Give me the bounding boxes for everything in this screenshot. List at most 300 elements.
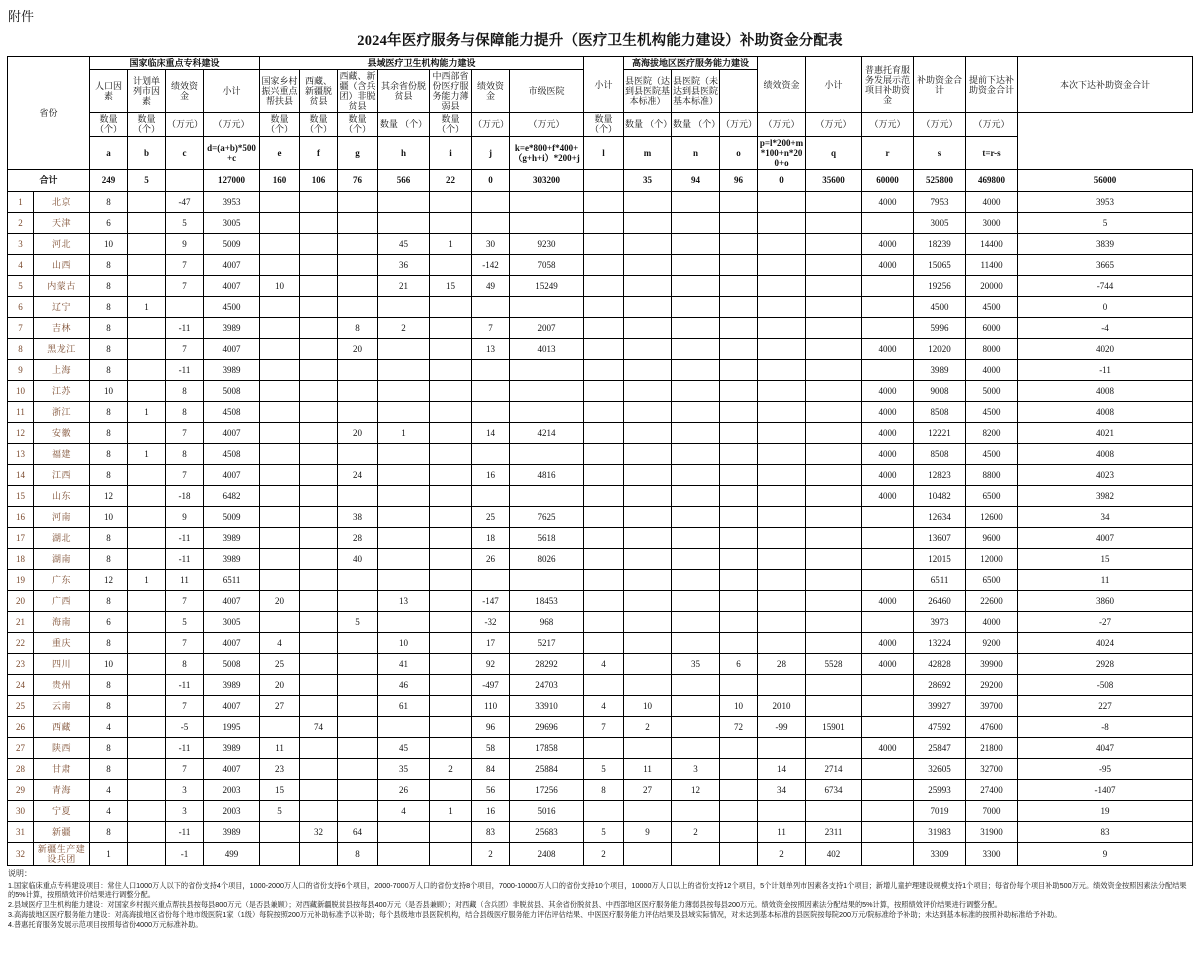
cell-r5-c2 — [166, 296, 204, 317]
cell-r18-c13 — [672, 569, 720, 590]
cell-r20-c11 — [584, 611, 624, 632]
cell-r25-c3: 1995 — [204, 716, 260, 737]
cell-r29-c12 — [624, 800, 672, 821]
cell-r24-c20: 227 — [1018, 695, 1193, 716]
cell-r8-c20: -11 — [1018, 359, 1193, 380]
cell-r15-c2: 9 — [166, 506, 204, 527]
group-national-clinical: 国家临床重点专科建设 — [90, 57, 260, 70]
cell-r20-c0: 6 — [90, 611, 128, 632]
cell-r13-c19: 8800 — [966, 464, 1018, 485]
cell-r6-c1 — [128, 317, 166, 338]
header-letter-i: i — [430, 136, 472, 169]
cell-r30-c16: 2311 — [806, 821, 862, 842]
total-cell-8: 22 — [430, 169, 472, 191]
cell-r15-c3: 5009 — [204, 506, 260, 527]
row-province: 江西 — [34, 464, 90, 485]
cell-r1-c19: 3000 — [966, 212, 1018, 233]
cell-r21-c9: 17 — [472, 632, 510, 653]
total-cell-13: 94 — [672, 169, 720, 191]
cell-r13-c18: 12823 — [914, 464, 966, 485]
header-col-q-unit: （万元） — [806, 113, 862, 136]
cell-r20-c19: 4000 — [966, 611, 1018, 632]
cell-r16-c18: 13607 — [914, 527, 966, 548]
cell-r18-c11 — [584, 569, 624, 590]
cell-r19-c17: 4000 — [862, 590, 914, 611]
cell-r26-c12 — [624, 737, 672, 758]
cell-r8-c14 — [720, 359, 758, 380]
row-index: 18 — [8, 548, 34, 569]
cell-r4-c3: 4007 — [204, 275, 260, 296]
cell-r26-c18: 25847 — [914, 737, 966, 758]
cell-r25-c5: 74 — [300, 716, 338, 737]
cell-r7-c19: 8000 — [966, 338, 1018, 359]
cell-r21-c19: 9200 — [966, 632, 1018, 653]
cell-r21-c1 — [128, 632, 166, 653]
cell-r16-c9: 18 — [472, 527, 510, 548]
cell-r30-c3: 3989 — [204, 821, 260, 842]
cell-r0-c8 — [430, 191, 472, 212]
table-row — [8, 422, 1193, 443]
cell-r22-c17: 4000 — [862, 653, 914, 674]
cell-r21-c8 — [430, 632, 472, 653]
cell-r0-c5 — [300, 191, 338, 212]
header-formula-d: d=(a+b)*500+c — [204, 136, 260, 169]
cell-r1-c11 — [584, 212, 624, 233]
cell-r14-c11 — [584, 485, 624, 506]
total-cell-18: 525800 — [914, 169, 966, 191]
cell-r19-c20: 3860 — [1018, 590, 1193, 611]
cell-r10-c17: 4000 — [862, 401, 914, 422]
cell-r13-c7 — [378, 464, 430, 485]
cell-r7-c7 — [378, 338, 430, 359]
cell-r3-c5 — [300, 254, 338, 275]
cell-r26-c6 — [338, 737, 378, 758]
cell-r0-c16 — [806, 191, 862, 212]
row-province: 吉林 — [34, 317, 90, 338]
cell-r22-c5 — [300, 653, 338, 674]
cell-r19-c2: 7 — [166, 590, 204, 611]
cell-r10-c8 — [430, 401, 472, 422]
total-cell-14: 96 — [720, 169, 758, 191]
cell-r14-c18: 10482 — [914, 485, 966, 506]
table-row — [8, 842, 1193, 865]
cell-r13-c12 — [624, 464, 672, 485]
cell-r26-c1 — [128, 737, 166, 758]
cell-r0-c19: 4000 — [966, 191, 1018, 212]
cell-r2-c16 — [806, 233, 862, 254]
header-col-c-name: 绩效资金 — [166, 70, 204, 113]
cell-r8-c1 — [128, 359, 166, 380]
cell-r21-c17: 4000 — [862, 632, 914, 653]
cell-r0-c3: 3953 — [204, 191, 260, 212]
cell-r0-c1 — [128, 191, 166, 212]
cell-r17-c13 — [672, 548, 720, 569]
cell-r15-c8 — [430, 506, 472, 527]
cell-r11-c6: 20 — [338, 422, 378, 443]
header-col-n-name: 县医院（未达到县医院基本标准） — [672, 70, 720, 113]
cell-r8-c6 — [338, 359, 378, 380]
cell-r22-c7: 41 — [378, 653, 430, 674]
cell-r17-c8 — [430, 548, 472, 569]
cell-r9-c9 — [472, 380, 510, 401]
cell-r18-c2: 11 — [166, 569, 204, 590]
row-index: 17 — [8, 527, 34, 548]
row-province: 四川 — [34, 653, 90, 674]
cell-r24-c7: 61 — [378, 695, 430, 716]
cell-r16-c4 — [260, 527, 300, 548]
cell-r24-c12: 10 — [624, 695, 672, 716]
cell-r14-c9 — [472, 485, 510, 506]
cell-r28-c17 — [862, 779, 914, 800]
cell-r29-c1 — [128, 800, 166, 821]
cell-r26-c4: 11 — [260, 737, 300, 758]
cell-r4-c10: 15249 — [510, 275, 584, 296]
total-cell-10: 303200 — [510, 169, 584, 191]
row-province: 青海 — [34, 779, 90, 800]
cell-r5-c3: 4500 — [204, 296, 260, 317]
cell-r22-c19: 39900 — [966, 653, 1018, 674]
row-index: 22 — [8, 632, 34, 653]
cell-r23-c6 — [338, 674, 378, 695]
cell-r29-c7: 4 — [378, 800, 430, 821]
cell-r7-c15 — [758, 338, 806, 359]
cell-r2-c11 — [584, 233, 624, 254]
cell-r22-c8 — [430, 653, 472, 674]
cell-r7-c9: 13 — [472, 338, 510, 359]
cell-r7-c8 — [430, 338, 472, 359]
cell-r9-c14 — [720, 380, 758, 401]
cell-r26-c7: 45 — [378, 737, 430, 758]
cell-r7-c11 — [584, 338, 624, 359]
cell-r5-c1: 1 — [128, 296, 166, 317]
cell-r25-c6 — [338, 716, 378, 737]
cell-r16-c17 — [862, 527, 914, 548]
cell-r10-c18: 8508 — [914, 401, 966, 422]
cell-r20-c5 — [300, 611, 338, 632]
cell-r12-c0: 8 — [90, 443, 128, 464]
cell-r21-c4: 4 — [260, 632, 300, 653]
page-title: 2024年医疗服务与保障能力提升（医疗卫生机构能力建设）补助资金分配表 — [357, 33, 843, 49]
header-formula-t: t=r-s — [966, 136, 1018, 169]
cell-r16-c3: 3989 — [204, 527, 260, 548]
cell-r17-c9: 26 — [472, 548, 510, 569]
cell-r15-c5 — [300, 506, 338, 527]
cell-r2-c17: 4000 — [862, 233, 914, 254]
cell-r21-c7: 10 — [378, 632, 430, 653]
cell-r17-c15 — [758, 548, 806, 569]
cell-r30-c18: 31983 — [914, 821, 966, 842]
header-col-g-unit: 数量 （个） — [338, 113, 378, 136]
cell-r2-c13 — [672, 233, 720, 254]
row-province: 新疆 — [34, 821, 90, 842]
cell-r28-c18: 25993 — [914, 779, 966, 800]
cell-r17-c16 — [806, 548, 862, 569]
cell-r9-c19: 5000 — [966, 380, 1018, 401]
cell-r22-c18: 42828 — [914, 653, 966, 674]
cell-r10-c3: 4508 — [204, 401, 260, 422]
cell-r0-c9 — [472, 191, 510, 212]
cell-r16-c19: 9600 — [966, 527, 1018, 548]
cell-r21-c2: 7 — [166, 632, 204, 653]
cell-r13-c14 — [720, 464, 758, 485]
cell-r9-c12 — [624, 380, 672, 401]
row-index: 7 — [8, 317, 34, 338]
header-col-d-unit: （万元） — [204, 113, 260, 136]
cell-r28-c6 — [338, 779, 378, 800]
allocation-table — [7, 56, 1193, 866]
cell-r20-c7 — [378, 611, 430, 632]
cell-r24-c2: 7 — [166, 695, 204, 716]
cell-r23-c8 — [430, 674, 472, 695]
table-row — [8, 191, 1193, 212]
cell-r29-c18: 7019 — [914, 800, 966, 821]
cell-r11-c10: 4214 — [510, 422, 584, 443]
cell-r24-c3: 4007 — [204, 695, 260, 716]
cell-r20-c13 — [672, 611, 720, 632]
cell-r23-c19: 29200 — [966, 674, 1018, 695]
cell-r7-c1 — [128, 338, 166, 359]
table-row — [8, 569, 1193, 590]
cell-r10-c10 — [510, 401, 584, 422]
row-index: 28 — [8, 758, 34, 779]
cell-r1-c18: 3005 — [914, 212, 966, 233]
cell-r25-c9: 96 — [472, 716, 510, 737]
cell-r9-c20: 4008 — [1018, 380, 1193, 401]
cell-r17-c12 — [624, 548, 672, 569]
row-province: 广东 — [34, 569, 90, 590]
cell-r16-c14 — [720, 527, 758, 548]
cell-r17-c20: 15 — [1018, 548, 1193, 569]
row-province: 上海 — [34, 359, 90, 380]
cell-r26-c0: 8 — [90, 737, 128, 758]
cell-r26-c2: -11 — [166, 737, 204, 758]
cell-r25-c12: 2 — [624, 716, 672, 737]
row-province: 甘肃 — [34, 758, 90, 779]
header-letter-g: g — [338, 136, 378, 169]
cell-r11-c1 — [128, 422, 166, 443]
row-province: 河北 — [34, 233, 90, 254]
cell-r8-c18: 3989 — [914, 359, 966, 380]
cell-r1-c17 — [862, 212, 914, 233]
header-letter-f: f — [300, 136, 338, 169]
cell-r4-c0: 8 — [90, 275, 128, 296]
row-index: 1 — [8, 191, 34, 212]
cell-r10-c14 — [720, 401, 758, 422]
cell-r16-c0: 8 — [90, 527, 128, 548]
cell-r29-c4: 5 — [260, 800, 300, 821]
cell-r28-c12: 27 — [624, 779, 672, 800]
cell-r25-c8 — [430, 716, 472, 737]
header-col-f-name: 西藏、新疆脱贫县 — [300, 70, 338, 113]
cell-r12-c9 — [472, 443, 510, 464]
total-row — [8, 169, 1193, 191]
cell-r9-c0: 10 — [90, 380, 128, 401]
header-col-r-unit: （万元） — [862, 113, 914, 136]
cell-r6-c20: -4 — [1018, 317, 1193, 338]
cell-r13-c2: 7 — [166, 464, 204, 485]
total-cell-12: 35 — [624, 169, 672, 191]
header-col-j-unit: （万元） — [472, 113, 510, 136]
cell-r10-c0: 8 — [90, 401, 128, 422]
cell-r18-c8 — [430, 569, 472, 590]
cell-r27-c12: 11 — [624, 758, 672, 779]
row-index: 16 — [8, 506, 34, 527]
cell-r11-c8 — [430, 422, 472, 443]
cell-r26-c3: 3989 — [204, 737, 260, 758]
cell-r26-c14 — [720, 737, 758, 758]
cell-r20-c15 — [758, 611, 806, 632]
cell-r15-c12 — [624, 506, 672, 527]
cell-r2-c4 — [260, 233, 300, 254]
cell-r10-c16 — [806, 401, 862, 422]
total-cell-2 — [166, 169, 204, 191]
header-letter-l: l — [584, 136, 624, 169]
cell-r24-c16 — [806, 695, 862, 716]
cell-r3-c13 — [672, 254, 720, 275]
table-body — [8, 169, 1193, 865]
cell-r21-c14 — [720, 632, 758, 653]
cell-r18-c16 — [806, 569, 862, 590]
cell-r7-c4 — [260, 338, 300, 359]
cell-r24-c5 — [300, 695, 338, 716]
cell-r18-c18: 6511 — [914, 569, 966, 590]
cell-r13-c3: 4007 — [204, 464, 260, 485]
cell-r19-c15 — [758, 590, 806, 611]
cell-r5-c6 — [338, 296, 378, 317]
cell-r27-c13: 3 — [672, 758, 720, 779]
header-col-f-unit: 数量 （个） — [300, 113, 338, 136]
cell-r25-c16: 15901 — [806, 716, 862, 737]
cell-r2-c19: 14400 — [966, 233, 1018, 254]
cell-r4-c2: 7 — [166, 275, 204, 296]
cell-r23-c10: 24703 — [510, 674, 584, 695]
cell-r3-c6 — [338, 254, 378, 275]
cell-r27-c9: 84 — [472, 758, 510, 779]
cell-r5-c9 — [472, 296, 510, 317]
cell-r7-c0: 8 — [90, 338, 128, 359]
cell-r5-c17 — [862, 296, 914, 317]
cell-r0-c15 — [758, 191, 806, 212]
cell-r14-c10 — [510, 485, 584, 506]
group-county-medical: 县域医疗卫生机构能力建设 — [260, 57, 584, 70]
cell-r31-c14 — [720, 842, 758, 865]
cell-r25-c15: -99 — [758, 716, 806, 737]
cell-r0-c17: 4000 — [862, 191, 914, 212]
cell-r1-c2: 5 — [166, 212, 204, 233]
cell-r28-c2: 3 — [166, 779, 204, 800]
cell-r31-c12 — [624, 842, 672, 865]
cell-r25-c0: 4 — [90, 716, 128, 737]
cell-r31-c20: 9 — [1018, 842, 1193, 865]
cell-r18-c6 — [338, 569, 378, 590]
cell-r0-c10 — [510, 191, 584, 212]
cell-r0-c20: 3953 — [1018, 191, 1193, 212]
row-index: 30 — [8, 800, 34, 821]
cell-r25-c13 — [672, 716, 720, 737]
cell-r1-c9 — [472, 212, 510, 233]
row-index: 14 — [8, 464, 34, 485]
cell-r18-c15 — [758, 569, 806, 590]
row-index: 2 — [8, 212, 34, 233]
cell-r12-c2: 8 — [166, 443, 204, 464]
cell-r6-c19: 6000 — [966, 317, 1018, 338]
header-col-g-name: 西藏、新疆（含兵团）非脱贫县 — [339, 71, 376, 112]
cell-r3-c8 — [430, 254, 472, 275]
table-row — [8, 758, 1193, 779]
cell-r25-c4 — [260, 716, 300, 737]
table-row — [8, 527, 1193, 548]
cell-r9-c5 — [300, 380, 338, 401]
cell-r27-c7: 35 — [378, 758, 430, 779]
cell-r0-c11 — [584, 191, 624, 212]
cell-r21-c16 — [806, 632, 862, 653]
cell-r19-c9: -147 — [472, 590, 510, 611]
cell-r20-c10: 968 — [510, 611, 584, 632]
cell-r6-c5 — [300, 317, 338, 338]
cell-r13-c4 — [260, 464, 300, 485]
cell-r21-c6 — [338, 632, 378, 653]
cell-r13-c5 — [300, 464, 338, 485]
cell-r1-c6 — [338, 212, 378, 233]
cell-r14-c1 — [128, 485, 166, 506]
cell-r5-c14 — [720, 296, 758, 317]
cell-r25-c19: 47600 — [966, 716, 1018, 737]
cell-r22-c20: 2928 — [1018, 653, 1193, 674]
cell-r18-c14 — [720, 569, 758, 590]
cell-r3-c0: 8 — [90, 254, 128, 275]
row-province: 云南 — [34, 695, 90, 716]
row-province: 陕西 — [34, 737, 90, 758]
cell-r31-c15: 2 — [758, 842, 806, 865]
cell-r7-c12 — [624, 338, 672, 359]
cell-r11-c14 — [720, 422, 758, 443]
cell-r7-c6: 20 — [338, 338, 378, 359]
header-col-h-name: 其余省份脱贫县 — [378, 70, 430, 113]
header-col-r-name: 补助资金合计 — [914, 57, 966, 113]
cell-r19-c4: 20 — [260, 590, 300, 611]
cell-r18-c17 — [862, 569, 914, 590]
cell-r3-c15 — [758, 254, 806, 275]
cell-r23-c7: 46 — [378, 674, 430, 695]
table-row — [8, 800, 1193, 821]
cell-r30-c19: 31900 — [966, 821, 1018, 842]
total-cell-1: 5 — [128, 169, 166, 191]
cell-r30-c1 — [128, 821, 166, 842]
cell-r8-c11 — [584, 359, 624, 380]
cell-r16-c15 — [758, 527, 806, 548]
cell-r10-c1: 1 — [128, 401, 166, 422]
cell-r13-c6: 24 — [338, 464, 378, 485]
cell-r5-c4 — [260, 296, 300, 317]
cell-r6-c17 — [862, 317, 914, 338]
cell-r19-c14 — [720, 590, 758, 611]
cell-r5-c5 — [300, 296, 338, 317]
cell-r14-c2: -18 — [166, 485, 204, 506]
cell-r5-c0: 8 — [90, 296, 128, 317]
note-line: 3.高海拔地区医疗服务能力建设：对高海拔地区省份每个地市级医院1家（1级）每院按照200万元补助标准予以补助；每个县级地市县医院机构，结合县级医疗服务能力评估评估结果、中医医疗服务能力评估结果及县域实际情况，对未达到基本标准的县医院按每院200万元/院标准给予补助；未达到基本标准的按照补助标准给予补助。 — [8, 909, 1062, 919]
cell-r4-c9: 49 — [472, 275, 510, 296]
header-col-i-unit: 数量 （个） — [430, 113, 472, 136]
cell-r3-c20: 3665 — [1018, 254, 1193, 275]
header-col-a-unit: 数量 （个） — [90, 113, 128, 136]
cell-r12-c20: 4008 — [1018, 443, 1193, 464]
cell-r28-c1 — [128, 779, 166, 800]
cell-r13-c8 — [430, 464, 472, 485]
cell-r25-c11: 7 — [584, 716, 624, 737]
cell-r26-c15 — [758, 737, 806, 758]
cell-r17-c6: 40 — [338, 548, 378, 569]
cell-r14-c15 — [758, 485, 806, 506]
